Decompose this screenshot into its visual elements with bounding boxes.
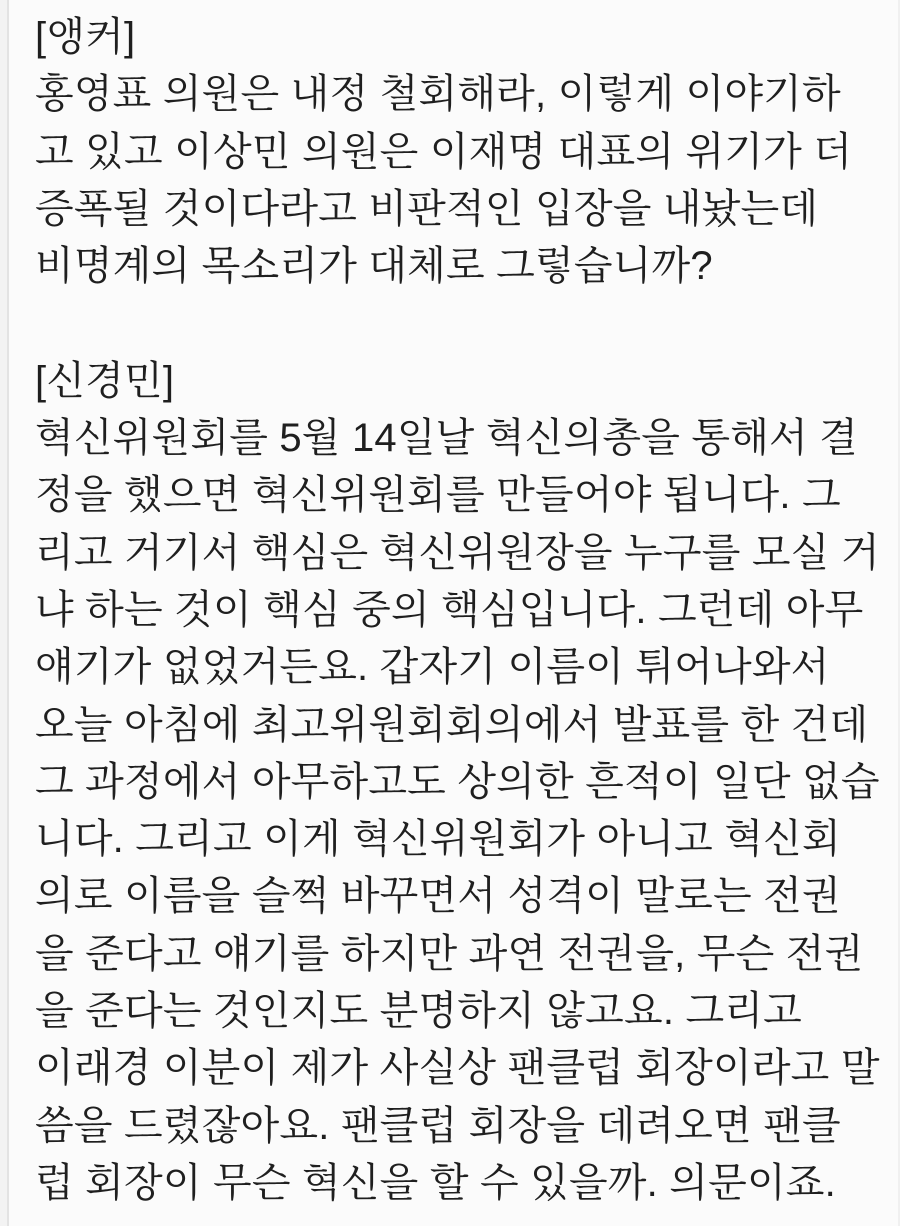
transcript-line: 이래경 이분이 제가 사실상 팬클럽 회장이라고 말 — [35, 1046, 880, 1091]
transcript-line: 럽 회장이 무슨 혁신을 할 수 있을까. 의문이죠. — [35, 1160, 836, 1205]
anchor-question-section — [35, 9, 874, 295]
transcript-line: 고 있고 이상민 의원은 이재명 대표의 위기가 더 — [35, 129, 853, 174]
transcript-line: 비명계의 목소리가 대체로 그렇습니까? — [35, 244, 713, 289]
section-gap — [35, 295, 874, 352]
transcript-line: 오늘 아침에 최고위원회회의에서 발표를 한 건데 — [35, 702, 869, 747]
transcript-line: 을 준다고 얘기를 하지만 과연 전권을, 무슨 전권 — [35, 931, 864, 976]
transcript-line: 혁신위원회를 5월 14일날 혁신의총을 통해서 결 — [35, 416, 859, 461]
transcript-line: 씀을 드렸잖아요. 팬클럽 회장을 데려오면 팬클 — [35, 1103, 841, 1148]
transcript-line: 니다. 그리고 이게 혁신위원회가 아니고 혁신회 — [35, 817, 841, 862]
transcript-line: 을 준다는 것인지도 분명하지 않고요. 그리고 — [35, 989, 802, 1034]
pane-left-edge — [0, 0, 9, 1226]
transcript-page — [35, 9, 880, 1212]
transcript-line: 그 과정에서 아무하고도 상의한 흔적이 일단 없습 — [35, 759, 880, 804]
transcript-line: 의로 이름을 슬쩍 바꾸면서 성격이 말로는 전권 — [35, 874, 841, 919]
speaker-label: [신경민] — [35, 358, 175, 403]
speaker-answer-section — [35, 353, 880, 1212]
transcript-line: 정을 했으면 혁신위원회를 만들어야 됩니다. 그 — [35, 473, 841, 518]
transcript-line: 홍영표 의원은 내정 철회해라, 이렇게 이야기하 — [35, 72, 841, 117]
transcript-line: 증폭될 것이다라고 비판적인 입장을 내놨는데 — [35, 186, 819, 231]
speaker-label: [앵커] — [35, 15, 136, 59]
transcript-line: 리고 거기서 핵심은 혁신위원장을 누구를 모실 거 — [35, 530, 880, 575]
transcript-line: 얘기가 없었거든요. 갑자기 이름이 튀어나와서 — [35, 645, 830, 690]
transcript-line: 냐 하는 것이 핵심 중의 핵심입니다. 그런데 아무 — [35, 587, 864, 632]
